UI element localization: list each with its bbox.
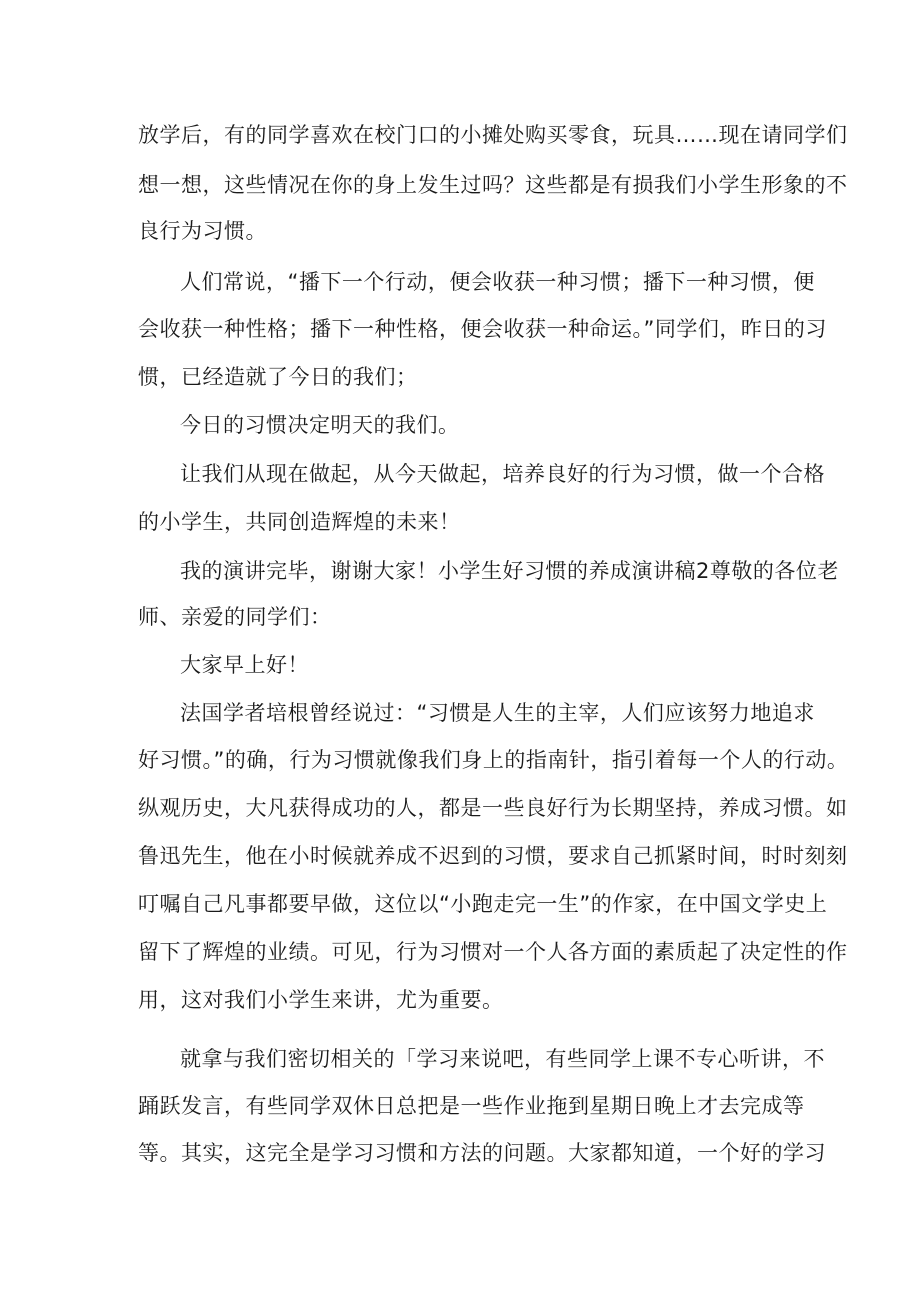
text-line: 等。其实，这完全是学习习惯和方法的问题。大家都知道，一个好的学习 bbox=[138, 1141, 826, 1165]
text-line: 今日的习惯决定明天的我们。 bbox=[180, 413, 460, 437]
text-line: 就拿与我们密切相关的「学习来说吧，有些同学上课不专心听讲，不 bbox=[180, 1047, 825, 1071]
text-line: 大家早上好！ bbox=[180, 653, 309, 677]
text-line: 鲁迅先生，他在小时候就养成不迟到的习惯，要求自己抓紧时间，时时刻刻 bbox=[138, 844, 848, 868]
text-line: 用，这对我们小学生来讲，尤为重要。 bbox=[138, 988, 504, 1012]
text-line: 留下了辉煌的业绩。可见，行为习惯对一个人各方面的素质起了决定性的作 bbox=[138, 940, 848, 964]
text-line: 我的演讲完毕，谢谢大家！小学生好习惯的养成演讲稿2尊敬的各位老 bbox=[180, 559, 839, 583]
text-line: 踊跃发言，有些同学双休日总把是一些作业拖到星期日晚上才去完成等 bbox=[138, 1094, 805, 1118]
text-line: 惯，已经造就了今日的我们； bbox=[138, 365, 418, 389]
text-line: 纵观历史，大凡获得成功的人，都是一些良好行为长期坚持，养成习惯。如 bbox=[138, 796, 848, 820]
text-line: 好习惯。”的确，行为习惯就像我们身上的指南针，指引着每一个人的行动。 bbox=[138, 748, 849, 772]
text-line: 放学后，有的同学喜欢在校门口的小摊处购买零食，玩具……现在请同学们 bbox=[138, 123, 848, 147]
text-line: 师、亲爱的同学们： bbox=[138, 605, 332, 629]
text-line: 想一想，这些情况在你的身上发生过吗？这些都是有损我们小学生形象的不 bbox=[138, 173, 848, 197]
text-line: 人们常说，“播下一个行动，便会收获一种习惯；播下一种习惯，便 bbox=[180, 270, 815, 294]
text-line: 叮嘱自己凡事都要早做，这位以“小跑走完一生”的作家，在中国文学史上 bbox=[138, 892, 828, 916]
text-line: 良行为习惯。 bbox=[138, 219, 267, 243]
text-line: 法国学者培根曾经说过：“习惯是人生的主宰，人们应该努力地追求 bbox=[180, 701, 815, 725]
text-line: 让我们从现在做起，从今天做起，培养良好的行为习惯，做一个合格 bbox=[180, 462, 825, 486]
text-line: 的小学生，共同创造辉煌的未来！ bbox=[138, 510, 461, 534]
text-line: 会收获一种性格；播下一种性格，便会收获一种命运。”同学们，昨日的习 bbox=[138, 317, 827, 341]
